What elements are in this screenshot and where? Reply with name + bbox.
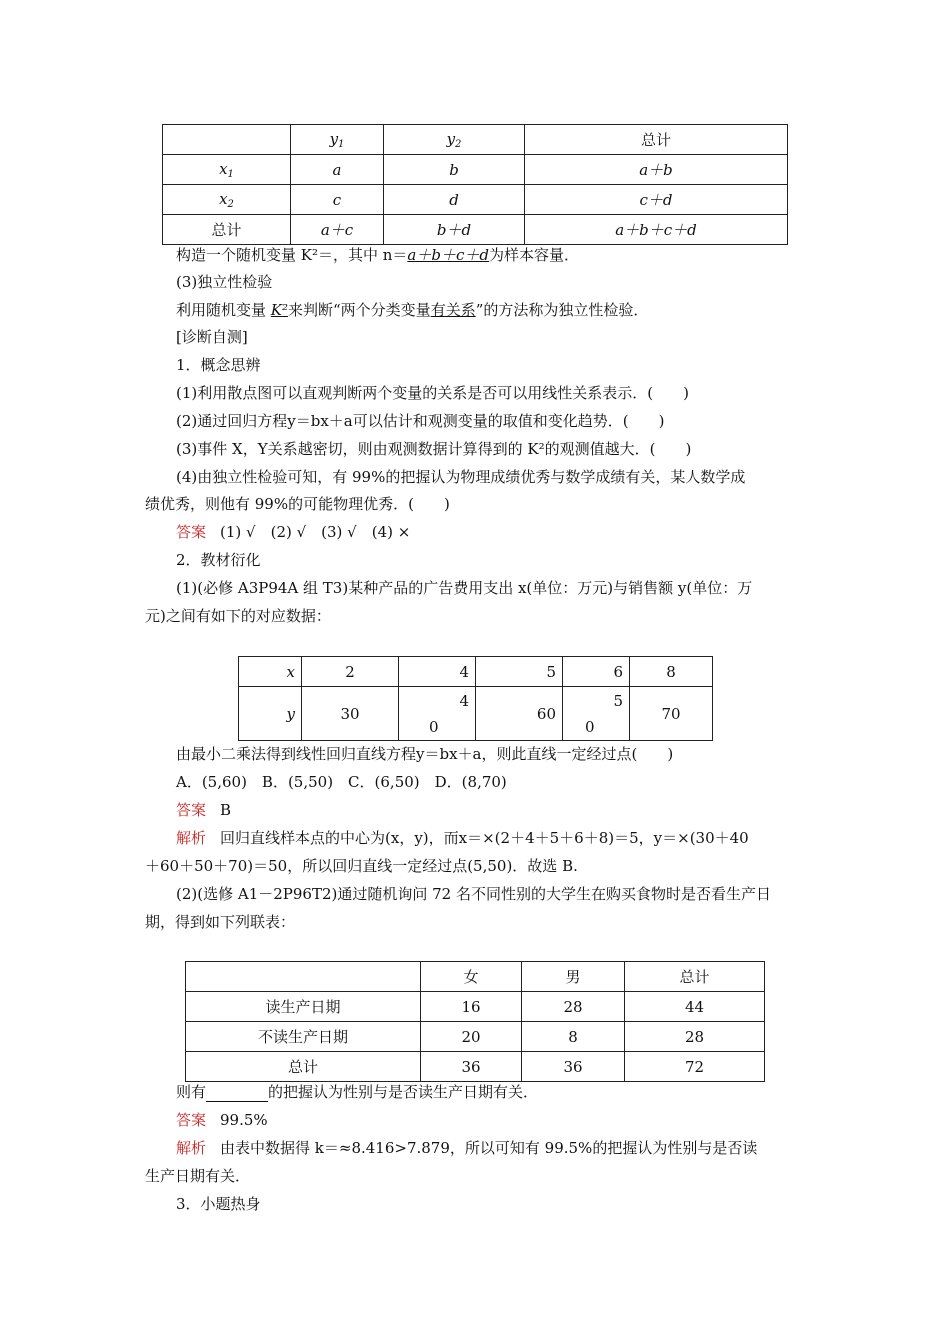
question-item: (1)(必修 A3P94A 组 T3)某种产品的广告费用支出 x(单位：万元)与销售额 y(单位：万 xyxy=(176,579,753,597)
table-row xyxy=(163,125,788,155)
section-heading: [诊断自测] xyxy=(176,328,248,346)
table-cell: a xyxy=(291,155,384,185)
table-cell xyxy=(163,125,291,155)
question-item: (2)通过回归方程y＝bx＋a可以估计和观测变量的取值和变化趋势．( ) xyxy=(176,412,665,430)
table-cell: 30 xyxy=(302,687,399,741)
contingency-table-general xyxy=(162,124,788,245)
question-item: 元)之间有如下的对应数据： xyxy=(145,607,331,625)
section-heading: (3)独立性检验 xyxy=(176,273,273,291)
table-cell: a＋b xyxy=(525,155,788,185)
section-heading: 1．概念思辨 xyxy=(176,356,261,374)
section-heading: 2．教材衍化 xyxy=(176,551,261,569)
table-cell: 总计 xyxy=(525,125,788,155)
question-item: 由最小二乘法得到线性回归直线方程y＝bx＋a，则此直线一定经过点( ) xyxy=(176,745,674,763)
question-item: (1)利用散点图可以直观判断两个变量的关系是否可以用线性关系表示．( ) xyxy=(176,384,689,402)
choices: A．(5,60) B．(5,50) C．(6,50) D．(8,70) xyxy=(176,773,507,791)
analysis-line: 解析 由表中数据得 k＝≈8.416>7.879，所以可知有 99.5%的把握认为性别与是否读 xyxy=(176,1139,758,1157)
table-cell: 4 0 xyxy=(399,687,476,741)
table-cell: b＋d xyxy=(384,215,525,245)
table-cell: 8 xyxy=(630,657,713,687)
table-cell: x xyxy=(239,657,302,687)
table-cell: $x_1$ xyxy=(163,155,291,185)
table-row xyxy=(163,185,788,215)
analysis-label: 解析 xyxy=(176,1139,207,1157)
table-cell: 20 xyxy=(421,1022,522,1052)
table-row xyxy=(239,687,713,741)
table-cell: 总计 xyxy=(163,215,291,245)
table-cell: 总计 xyxy=(625,962,765,992)
answer-line: 答案 99.5% xyxy=(176,1111,268,1129)
table-cell: b xyxy=(384,155,525,185)
table-cell: 4 xyxy=(399,657,476,687)
text-line: 利用随机变量 K²来判断“两个分类变量有关系”的方法称为独立性检验． xyxy=(176,301,649,319)
analysis-line: 生产日期有关． xyxy=(145,1167,251,1185)
table-cell: 5 xyxy=(476,657,563,687)
answer-line: 答案 (1) √ (2) √ (3) √ (4) × xyxy=(176,523,411,541)
section-heading: 3．小题热身 xyxy=(176,1195,261,1213)
table-row xyxy=(239,657,713,687)
question-item: (4)由独立性检验可知，有 99%的把握认为物理成绩优秀与数学成绩有关，某人数学成 xyxy=(176,468,746,486)
table-cell: 6 xyxy=(563,657,630,687)
answer-label: 答案 xyxy=(176,801,207,819)
table-cell: 16 xyxy=(421,992,522,1022)
table-cell: d xyxy=(384,185,525,215)
table-row xyxy=(163,215,788,245)
table-cell: 36 xyxy=(522,1052,625,1082)
xy-data-table xyxy=(238,656,713,741)
gender-contingency-table xyxy=(185,961,765,1082)
answer-line: 答案 B xyxy=(176,801,232,819)
table-row xyxy=(186,1022,765,1052)
question-item: 期，得到如下列联表： xyxy=(145,913,296,931)
text-line: 构造一个随机变量 K²＝，其中 n＝a＋b＋c＋d为样本容量． xyxy=(176,246,579,264)
table-cell: 不读生产日期 xyxy=(186,1022,421,1052)
question-item: 绩优秀，则他有 99%的可能物理优秀．( ) xyxy=(145,495,450,513)
table-cell: c＋d xyxy=(525,185,788,215)
table-cell: $y_2$ xyxy=(384,125,525,155)
table-cell: 8 xyxy=(522,1022,625,1052)
question-item: 则有 的把握认为性别与是否读生产日期有关． xyxy=(176,1083,539,1101)
table-cell: 28 xyxy=(625,1022,765,1052)
table-cell: 男 xyxy=(522,962,625,992)
table-cell: y xyxy=(239,687,302,741)
table-cell: 72 xyxy=(625,1052,765,1082)
table-cell: a＋b＋c＋d xyxy=(525,215,788,245)
table-row xyxy=(163,155,788,185)
table-cell: 28 xyxy=(522,992,625,1022)
table-cell: c xyxy=(291,185,384,215)
table-row xyxy=(186,1052,765,1082)
analysis-line: 解析 回归直线样本点的中心为(x，y)，而x＝×(2＋4＋5＋6＋8)＝5，y＝×(30＋40 xyxy=(176,829,749,847)
table-cell: 女 xyxy=(421,962,522,992)
table-row xyxy=(186,962,765,992)
table-cell: 70 xyxy=(630,687,713,741)
answer-blank xyxy=(206,1085,268,1102)
answer-label: 答案 xyxy=(176,1111,207,1129)
table-cell: 总计 xyxy=(186,1052,421,1082)
table-cell: 44 xyxy=(625,992,765,1022)
table-cell: 2 xyxy=(302,657,399,687)
answer-label: 答案 xyxy=(176,523,207,541)
table-cell: a＋c xyxy=(291,215,384,245)
table-row xyxy=(186,992,765,1022)
question-item: (3)事件 X，Y关系越密切，则由观测数据计算得到的 K²的观测值越大．( ) xyxy=(176,440,692,458)
analysis-label: 解析 xyxy=(176,829,207,847)
analysis-line: ＋60＋50＋70)＝50，所以回归直线一定经过点(5,50)．故选 B. xyxy=(145,857,578,875)
table-cell: 读生产日期 xyxy=(186,992,421,1022)
table-cell: 36 xyxy=(421,1052,522,1082)
table-cell: $x_2$ xyxy=(163,185,291,215)
table-cell: 5 0 xyxy=(563,687,630,741)
table-cell: $y_1$ xyxy=(291,125,384,155)
table-cell: 60 xyxy=(476,687,563,741)
question-item: (2)(选修 A1－2P96T2)通过随机询问 72 名不同性别的大学生在购买食物时是否看生产日 xyxy=(176,885,771,903)
table-cell xyxy=(186,962,421,992)
